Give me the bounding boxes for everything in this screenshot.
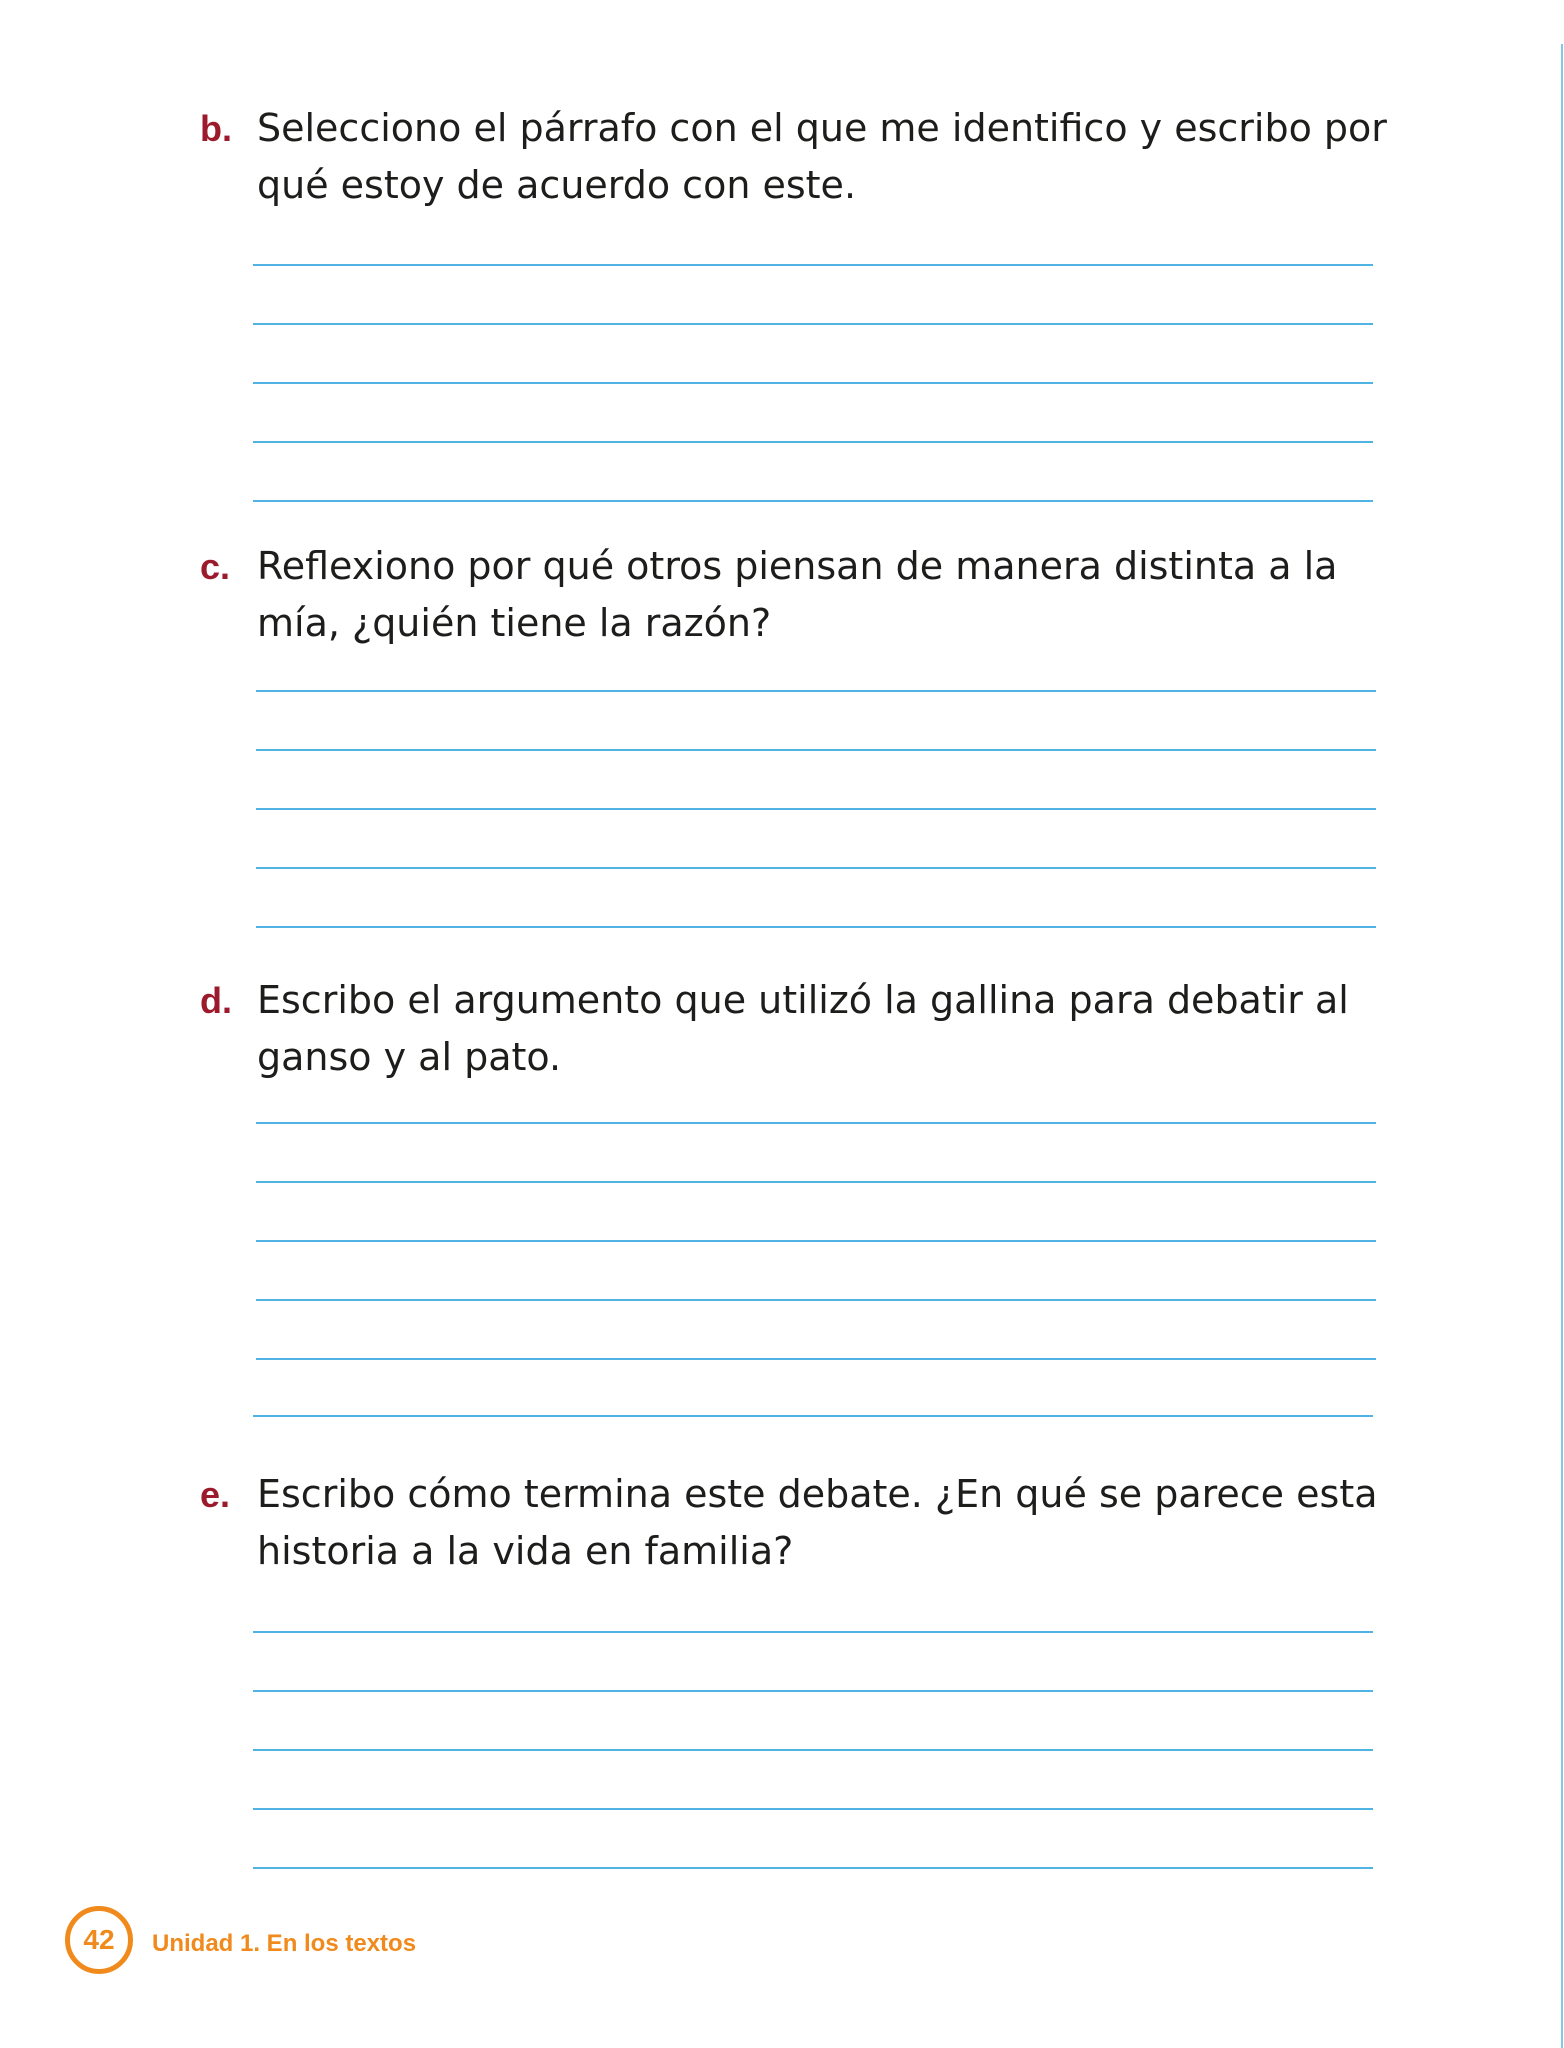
answer-line[interactable] [256,690,1376,692]
question-letter: d. [200,980,232,1021]
answer-line[interactable] [253,1867,1373,1869]
answer-line[interactable] [253,500,1373,502]
answer-line[interactable] [253,1415,1373,1417]
answer-line[interactable] [253,1631,1373,1633]
answer-line[interactable] [253,264,1373,266]
answer-line[interactable] [253,441,1373,443]
answer-line[interactable] [256,808,1376,810]
answer-line[interactable] [256,1240,1376,1242]
answer-line[interactable] [256,1299,1376,1301]
question-text: Selecciono el párrafo con el que me identifico y escribo por qué estoy de acuerdo con este. [257,106,1387,207]
answer-line[interactable] [253,1749,1373,1751]
unit-title: Unidad 1. En los textos [152,1930,417,1957]
page-number-badge [65,1906,133,1974]
answer-line[interactable] [253,323,1373,325]
question-text: Reflexiono por qué otros piensan de manera distinta a la mía, ¿quién tiene la razón? [257,544,1338,645]
answer-line[interactable] [256,1181,1376,1183]
answer-line[interactable] [256,1358,1376,1360]
question-letter: b. [200,108,232,149]
answer-line[interactable] [256,926,1376,928]
question-text: Escribo cómo termina este debate. ¿En qué se parece esta historia a la vida en familia? [257,1472,1378,1573]
answer-line[interactable] [256,749,1376,751]
answer-line[interactable] [253,1690,1373,1692]
answer-line[interactable] [256,1122,1376,1124]
page-number: 42 [83,1924,115,1955]
answer-line[interactable] [253,1808,1373,1810]
answer-line[interactable] [256,867,1376,869]
question-letter: c. [200,546,231,587]
question-text: Escribo el argumento que utilizó la gallina para debatir al ganso y al pato. [257,978,1349,1079]
question-letter: e. [200,1474,231,1515]
page-edge-line [1561,44,1563,2048]
answer-line[interactable] [253,382,1373,384]
